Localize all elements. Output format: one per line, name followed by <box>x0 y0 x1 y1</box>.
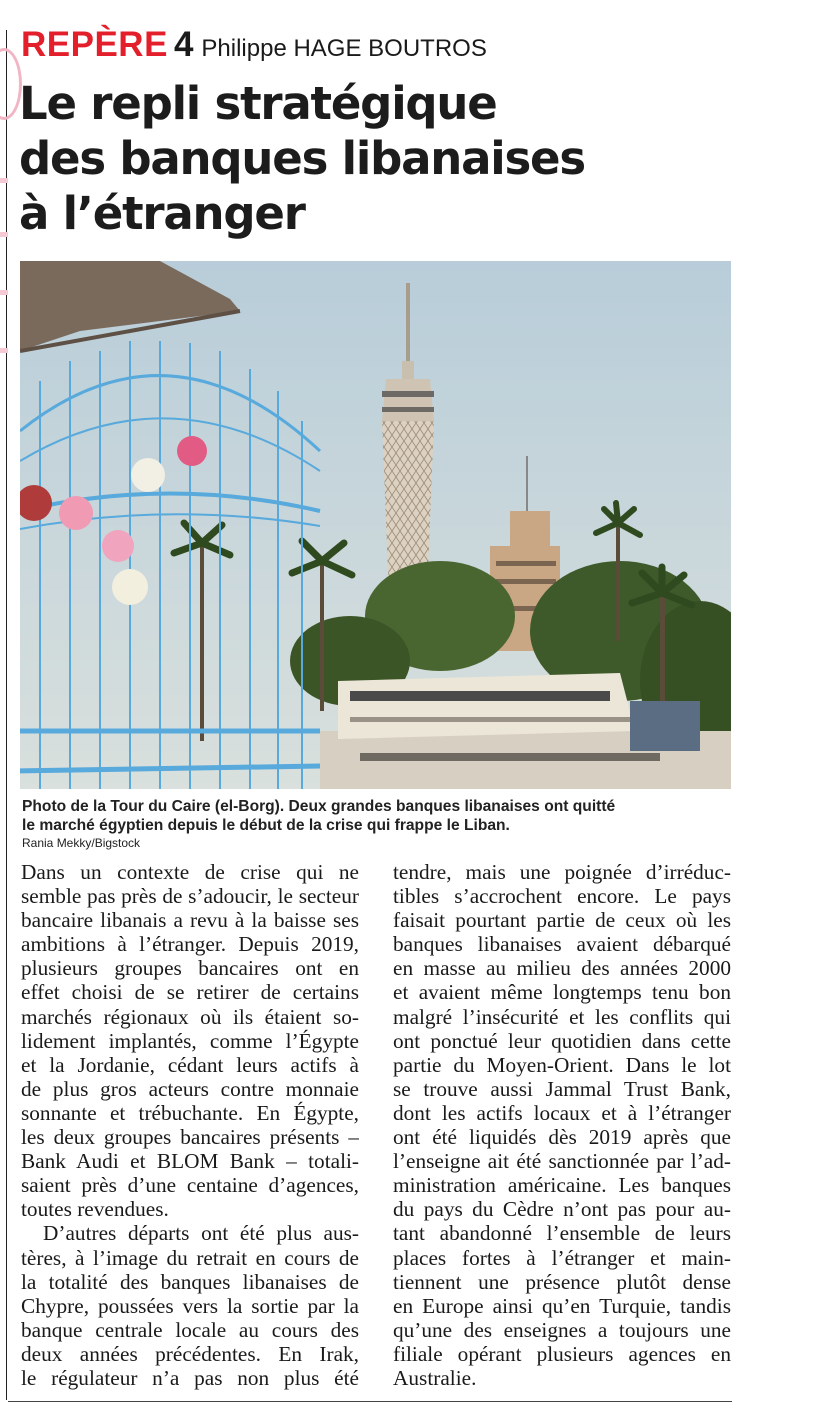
text-line: tant abandonné l’ensemble de leurs <box>393 1221 731 1246</box>
article-headline <box>19 76 719 241</box>
text-line: banque centrale locale au cours des <box>21 1317 359 1342</box>
text-line: filiale opérant plusieurs agences en <box>393 1341 731 1366</box>
text-line: lidement implantés, comme l’Égypte <box>21 1028 359 1053</box>
caption-line: le marché égyptien depuis le début de la crise qui frappe le Liban. <box>22 817 510 834</box>
text-line: ont été liquidés dès 2019 après que <box>393 1125 731 1150</box>
text-line: banques libanaises avaient débarqué <box>393 932 731 957</box>
headline-line: des banques libanaises <box>19 132 585 185</box>
text-line: marchés régionaux où ils étaient so- <box>21 1004 359 1029</box>
text-line: Dans un contexte de crise qui ne <box>21 860 359 884</box>
article-photo <box>20 261 731 789</box>
photo-caption <box>22 797 742 835</box>
page-number: 4 <box>173 25 194 64</box>
pink-margin-dash <box>0 348 8 353</box>
text-line: qu’une des enseignes a toujours une <box>393 1317 731 1342</box>
headline-line: Le repli stratégique <box>19 77 497 130</box>
text-line: ont ponctué leur quotidien dans cette <box>393 1028 731 1053</box>
text-line: tiennent une présence plutôt dense <box>393 1269 731 1294</box>
text-line: tibles s’accrochent encore. Le pays <box>393 884 731 909</box>
text-line: semble pas près de s’adoucir, le secteur <box>21 884 359 909</box>
bottom-rule <box>8 1401 732 1402</box>
text-line: de plus gros acteurs contre monnaie <box>21 1076 359 1101</box>
pink-margin-dash <box>0 178 8 183</box>
text-line: tères, à l’image du retrait en cours de <box>21 1245 359 1270</box>
text-line: deux années précédentes. En Irak, <box>21 1341 359 1366</box>
text-line: partie du Moyen-Orient. Dans le lot <box>393 1052 731 1077</box>
text-line: Bank Audi et BLOM Bank – totali- <box>21 1149 359 1174</box>
text-line: les deux groupes bancaires présents – <box>21 1125 359 1150</box>
text-line: dont les actifs locaux et à l’étranger <box>393 1100 731 1125</box>
caption-line: Photo de la Tour du Caire (el-Borg). Deux grandes banques libanaises ont quitté <box>22 798 616 815</box>
text-line: bancaire libanais a revu à la baisse ses <box>21 908 359 933</box>
text-line: se trouve aussi Jammal Trust Bank, <box>393 1076 731 1101</box>
text-line: toutes revendues. <box>21 1197 169 1222</box>
article-column-1 <box>21 860 359 1390</box>
text-line: tendre, mais une poignée d’irréduc- <box>393 860 731 884</box>
text-line: le régulateur n’a pas non plus été <box>21 1365 359 1390</box>
text-line: plusieurs groupes bancaires ont en <box>21 956 359 981</box>
text-line: sonnante et trébuchante. En Égypte, <box>21 1100 359 1125</box>
text-line: Australie. <box>393 1365 477 1390</box>
author-byline: Philippe HAGE BOUTROS <box>201 35 487 62</box>
text-line: ministration américaine. Les banques <box>393 1173 731 1198</box>
text-line: en masse au milieu des années 2000 <box>393 956 731 981</box>
article-column-2 <box>393 860 731 1390</box>
photo-credit: Rania Mekky/Bigstock <box>22 836 141 850</box>
text-line: l’enseigne ait été sanctionnée par l’ad- <box>393 1149 731 1174</box>
pink-margin-dash <box>0 232 8 237</box>
text-line: places fortes à l’étranger et main- <box>393 1245 731 1270</box>
pink-margin-dash <box>0 290 8 295</box>
text-line: saient près d’une centaine d’agences, <box>21 1173 359 1198</box>
text-line: la totalité des banques libanaises de <box>21 1269 359 1294</box>
headline-line: à l’étranger <box>19 187 305 240</box>
text-line: et avaient même longtemps tenu bon <box>393 980 731 1005</box>
text-line: D’autres départs ont été plus aus- <box>43 1221 359 1246</box>
text-line: malgré l’insécurité et les conflits qui <box>393 1004 731 1029</box>
text-line: effet choisi de se retirer de certains <box>21 980 359 1005</box>
text-line: ambitions à l’étranger. Depuis 2019, <box>21 932 359 957</box>
text-line: faisait pourtant partie de ceux où les <box>393 908 731 933</box>
text-line: du pays du Cèdre n’ont pas pour au- <box>393 1197 731 1222</box>
text-line: en Europe ainsi qu’en Turquie, tandis <box>393 1293 731 1318</box>
section-kicker <box>21 27 487 62</box>
section-label: REPÈRE <box>21 25 168 64</box>
text-line: et la Jordanie, cédant leurs actifs à <box>21 1052 359 1077</box>
text-line: Chypre, poussées vers la sortie par la <box>21 1293 359 1318</box>
